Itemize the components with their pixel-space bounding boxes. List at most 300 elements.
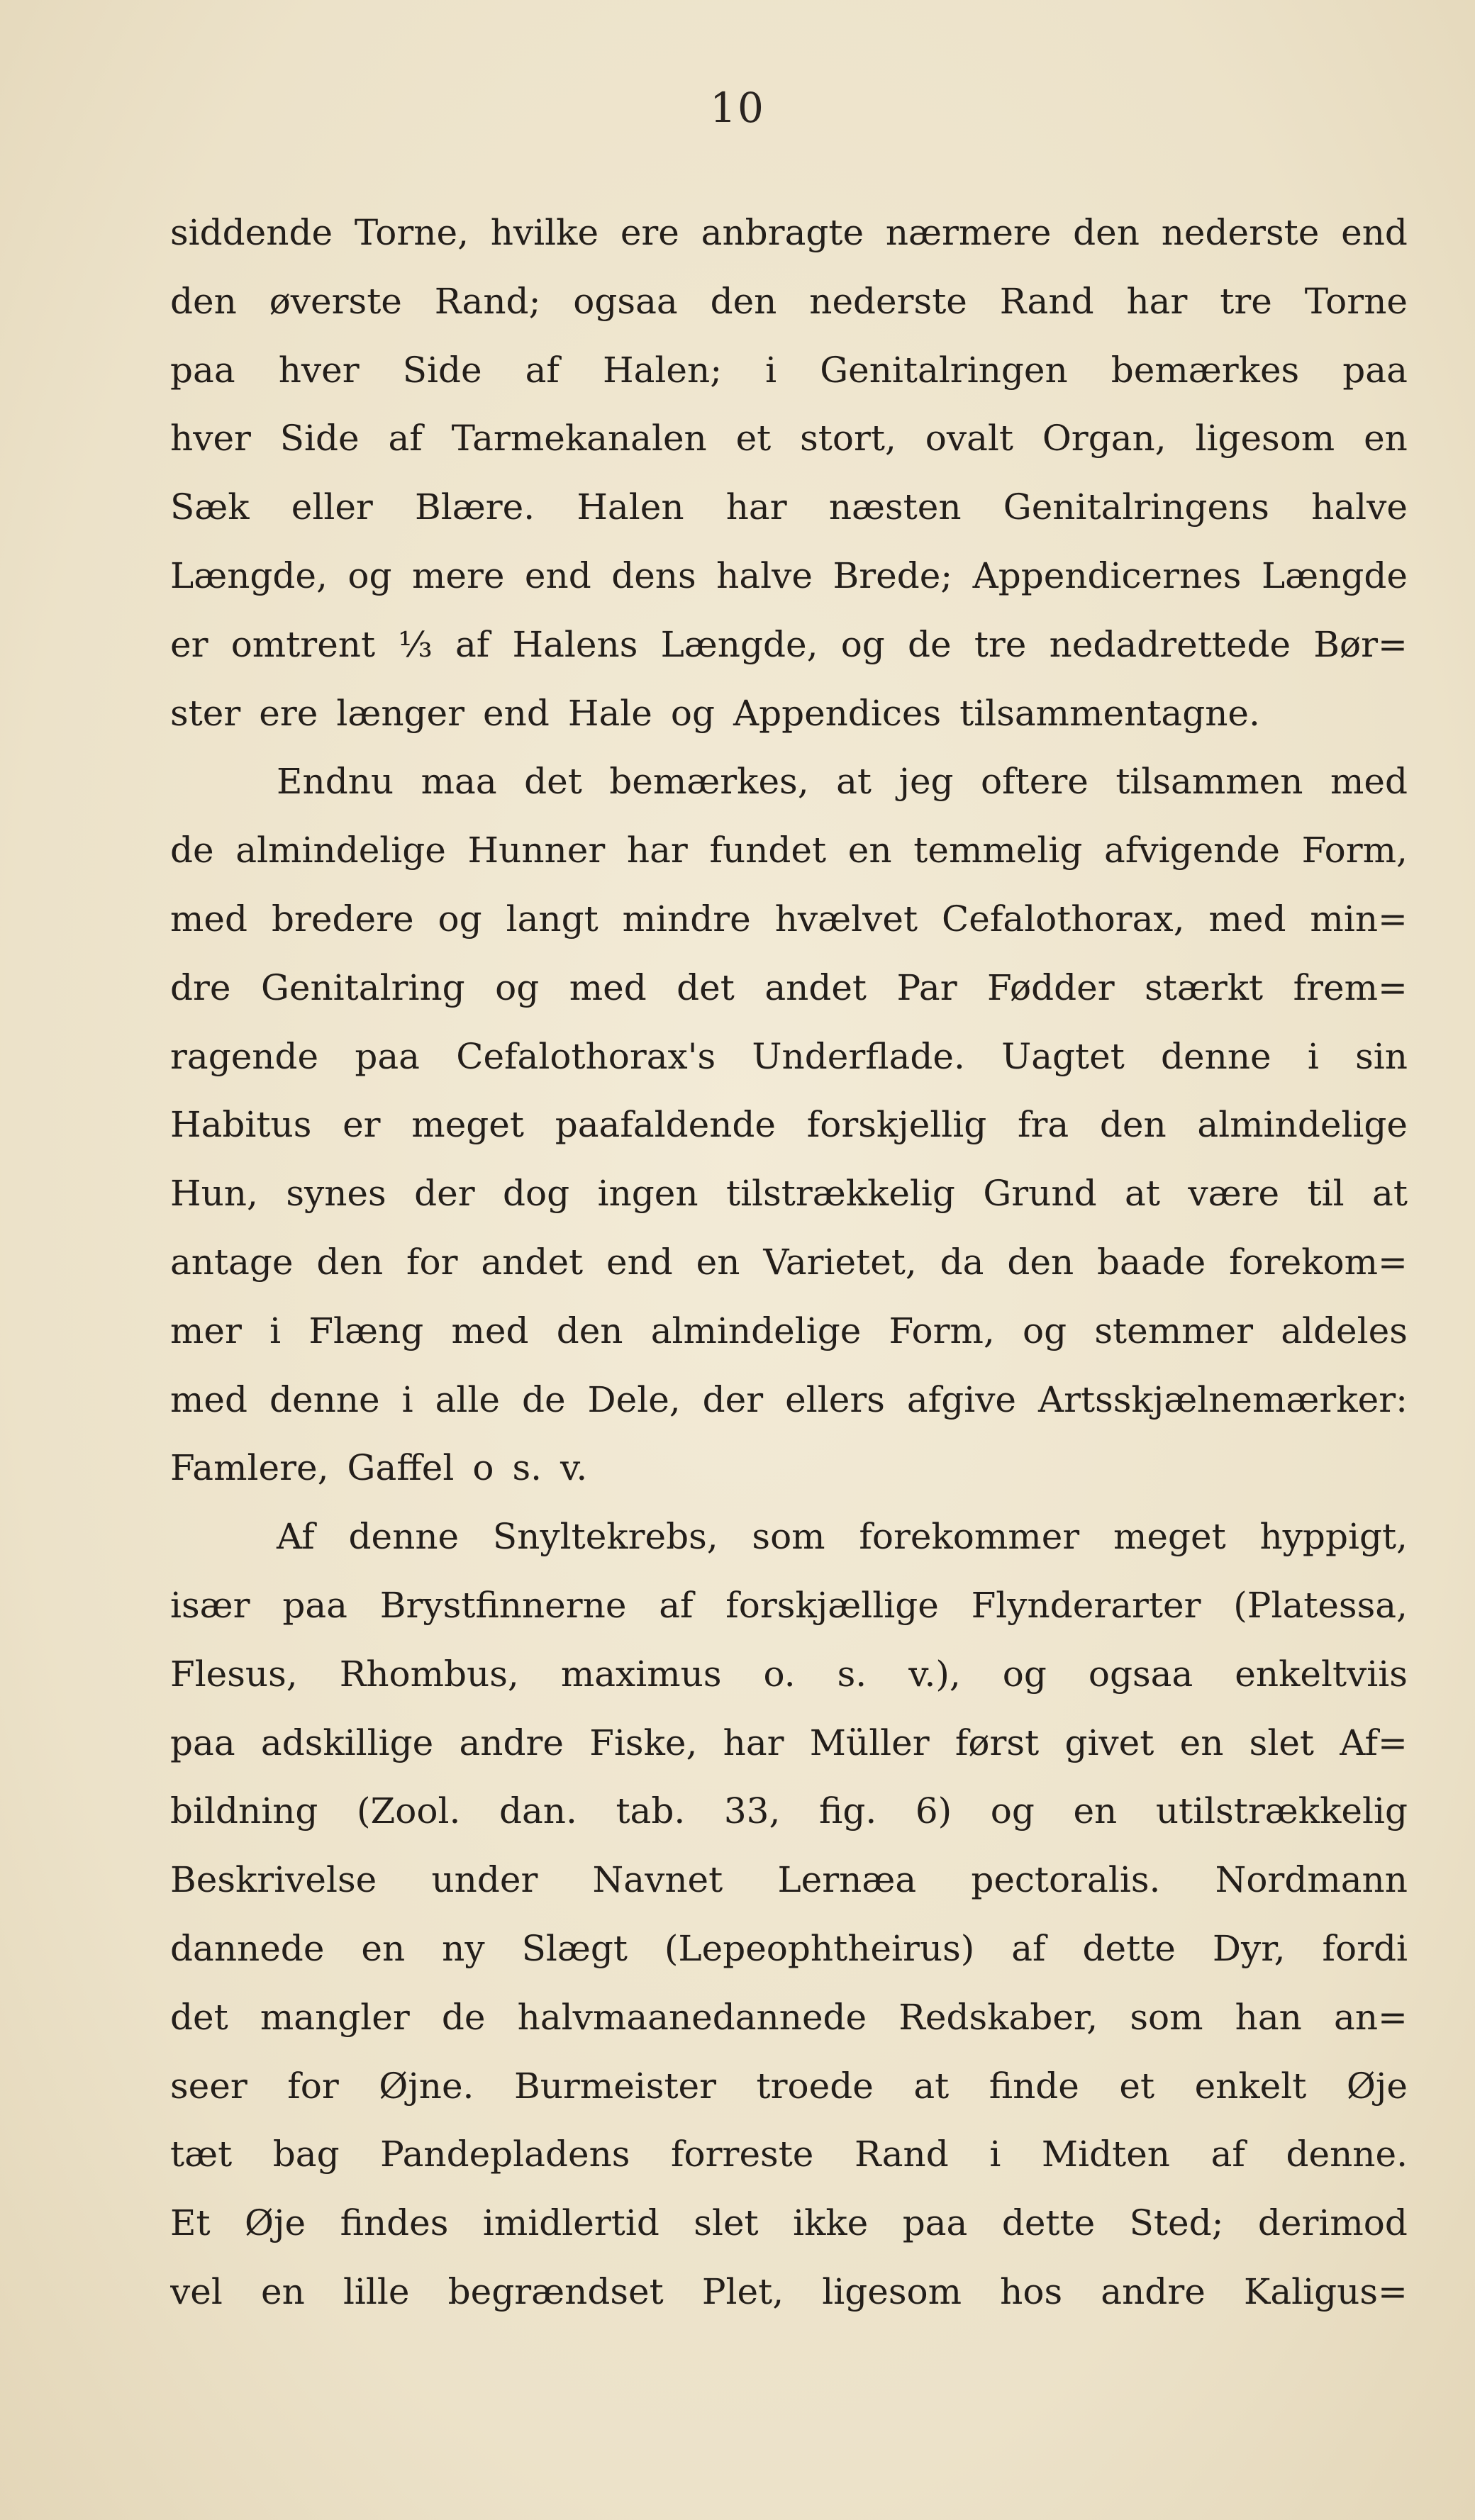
word: at bbox=[1125, 1173, 1160, 1215]
text-line bbox=[170, 2258, 1408, 2326]
word: er bbox=[343, 1104, 381, 1146]
word: den bbox=[1073, 212, 1140, 253]
word: adskillige bbox=[260, 1722, 434, 1763]
word: Varietet, bbox=[763, 1241, 917, 1283]
text-line bbox=[170, 1846, 1408, 1914]
word: bemærkes bbox=[1111, 349, 1300, 391]
word: især bbox=[170, 1584, 250, 1626]
word: den bbox=[1007, 1241, 1074, 1283]
word: afgive bbox=[906, 1378, 1017, 1420]
word: de bbox=[908, 623, 952, 665]
word: i bbox=[1307, 1035, 1319, 1077]
text-line bbox=[170, 267, 1408, 336]
word: ogsaa bbox=[573, 280, 678, 322]
word: 33, bbox=[723, 1790, 781, 1832]
word: for bbox=[287, 2065, 339, 2107]
text-line bbox=[170, 1022, 1408, 1091]
word: at bbox=[836, 761, 872, 803]
word: Af bbox=[277, 1516, 315, 1558]
word: og bbox=[438, 898, 482, 940]
word: andet bbox=[764, 966, 867, 1008]
word: frem= bbox=[1293, 966, 1408, 1008]
word: Øje bbox=[1346, 2065, 1408, 2107]
text-line bbox=[170, 954, 1408, 1022]
word: Midten bbox=[1041, 2134, 1171, 2175]
word: maa bbox=[421, 761, 497, 803]
word: bredere bbox=[271, 898, 414, 940]
word: imidlertid bbox=[482, 2202, 659, 2244]
word: Sted; bbox=[1129, 2202, 1224, 2244]
word: Længde bbox=[1261, 554, 1408, 596]
word: nærmere bbox=[885, 212, 1052, 253]
text-line bbox=[170, 404, 1408, 473]
word: paa bbox=[170, 349, 235, 391]
word: Navnet bbox=[592, 1859, 723, 1901]
word: Pandepladens bbox=[380, 2134, 630, 2175]
word: Sæk bbox=[170, 486, 250, 528]
word: det bbox=[524, 761, 582, 803]
word: forekom= bbox=[1229, 1241, 1408, 1283]
word: en bbox=[361, 1927, 406, 1969]
word: hvælvet bbox=[774, 898, 918, 940]
text-line bbox=[170, 2052, 1408, 2121]
word: bildning bbox=[170, 1790, 318, 1832]
word: for bbox=[406, 1241, 458, 1283]
word: Dele, bbox=[587, 1378, 681, 1420]
word: andre bbox=[459, 1722, 564, 1763]
word: med bbox=[451, 1310, 529, 1351]
word: ikke bbox=[793, 2202, 869, 2244]
word: Form, bbox=[1301, 830, 1408, 871]
text-line bbox=[170, 542, 1408, 611]
word: tilsammen bbox=[1115, 761, 1303, 803]
word: den bbox=[1099, 1104, 1167, 1146]
word: i bbox=[269, 1310, 282, 1351]
word: lille bbox=[343, 2270, 410, 2312]
word: Side bbox=[279, 418, 360, 459]
text-line bbox=[170, 199, 1408, 267]
word: Flynderarter bbox=[971, 1584, 1201, 1626]
word: Øje bbox=[245, 2202, 306, 2244]
word: Rand bbox=[999, 280, 1094, 322]
word: tæt bbox=[170, 2134, 233, 2175]
word: ster bbox=[170, 692, 241, 734]
word: ovalt bbox=[925, 418, 1013, 459]
word: meget bbox=[1113, 1516, 1226, 1558]
word: ingen bbox=[597, 1173, 698, 1215]
word: med bbox=[170, 898, 248, 940]
word: 6) bbox=[915, 1790, 952, 1832]
word: halve bbox=[1311, 486, 1408, 528]
word: Halen; bbox=[603, 349, 723, 391]
word: Genitalring bbox=[260, 966, 465, 1008]
text-line bbox=[170, 1571, 1408, 1640]
word: siddende bbox=[170, 212, 333, 253]
word: findes bbox=[340, 2202, 449, 2244]
word: Artsskjælnemærker: bbox=[1038, 1378, 1408, 1420]
text-line bbox=[170, 1297, 1408, 1366]
word: Øjne. bbox=[379, 2065, 474, 2107]
word: en bbox=[847, 830, 892, 871]
word: stort, bbox=[800, 418, 896, 459]
word: (Zool. bbox=[357, 1790, 461, 1832]
word: og bbox=[990, 1790, 1035, 1832]
word: hyppigt, bbox=[1259, 1516, 1408, 1558]
word: baade bbox=[1097, 1241, 1206, 1283]
word: af bbox=[525, 349, 560, 391]
word: o. bbox=[763, 1653, 796, 1695]
word: Et bbox=[170, 2202, 211, 2244]
word: dannede bbox=[170, 1927, 325, 1969]
word: næsten bbox=[828, 486, 962, 528]
word: Torne bbox=[1304, 280, 1408, 322]
word: bag bbox=[272, 2134, 340, 2175]
word: Rand bbox=[854, 2134, 949, 2175]
text-line bbox=[170, 1366, 1408, 1434]
word: længer bbox=[336, 692, 465, 734]
word: denne bbox=[348, 1516, 460, 1558]
word: paa bbox=[1342, 349, 1408, 391]
word: end bbox=[524, 554, 591, 596]
word: som bbox=[752, 1516, 825, 1558]
word: end bbox=[483, 692, 550, 734]
word: ⅓ bbox=[398, 623, 433, 665]
word: jeg bbox=[898, 761, 954, 803]
word: enkeltviis bbox=[1235, 1653, 1408, 1695]
word: nedadrettede bbox=[1049, 623, 1291, 665]
word: af bbox=[659, 1584, 694, 1626]
word: fordi bbox=[1322, 1927, 1408, 1969]
word: og bbox=[495, 966, 540, 1008]
word: ere bbox=[620, 212, 679, 253]
word: nederste bbox=[809, 280, 967, 322]
word: omtrent bbox=[230, 623, 376, 665]
page-number: 10 bbox=[710, 84, 765, 132]
word: vel bbox=[170, 2270, 223, 2312]
word: pectoralis. bbox=[971, 1859, 1161, 1901]
word: Hale bbox=[567, 692, 652, 734]
word: i bbox=[989, 2134, 1001, 2175]
word: dens bbox=[611, 554, 696, 596]
word: Par bbox=[896, 966, 957, 1008]
word: af bbox=[455, 623, 490, 665]
word: Habitus bbox=[170, 1104, 312, 1146]
word: ligesom bbox=[1195, 418, 1335, 459]
word: til bbox=[1307, 1173, 1345, 1215]
word: fra bbox=[1017, 1104, 1069, 1146]
word: ogsaa bbox=[1088, 1653, 1193, 1695]
word: Slægt bbox=[521, 1927, 628, 1969]
text-line bbox=[170, 1434, 1408, 1502]
word: Lernæa bbox=[777, 1859, 917, 1901]
word: (Lepeophtheirus) bbox=[664, 1927, 975, 1969]
word: anbragte bbox=[701, 212, 864, 253]
word: Halen bbox=[577, 486, 684, 528]
word: antage bbox=[170, 1241, 294, 1283]
text-line bbox=[170, 679, 1408, 748]
word: Af= bbox=[1340, 1722, 1408, 1763]
text-line bbox=[170, 2189, 1408, 2258]
word: Müller bbox=[809, 1722, 930, 1763]
word: end bbox=[606, 1241, 673, 1283]
word: o bbox=[472, 1447, 494, 1489]
word: ellers bbox=[785, 1378, 885, 1420]
text-line bbox=[170, 336, 1408, 405]
word: Endnu bbox=[277, 761, 394, 803]
word: en bbox=[1364, 418, 1408, 459]
word: Cefalothorax, bbox=[942, 898, 1185, 940]
word: forskjellig bbox=[806, 1104, 987, 1146]
word: som bbox=[1130, 1996, 1203, 2038]
word: nederste bbox=[1161, 212, 1320, 253]
word: an= bbox=[1334, 1996, 1408, 2038]
word: en bbox=[696, 1241, 740, 1283]
word: (Platessa, bbox=[1233, 1584, 1408, 1626]
word: den bbox=[170, 280, 237, 322]
word: afvigende bbox=[1104, 830, 1280, 871]
word: at bbox=[913, 2065, 950, 2107]
word: tab. bbox=[616, 1790, 686, 1832]
word: har bbox=[725, 486, 787, 528]
word: det bbox=[170, 1996, 228, 2038]
word: tre bbox=[974, 623, 1027, 665]
word: synes bbox=[286, 1173, 386, 1215]
word: hos bbox=[1000, 2270, 1063, 2312]
word: Brede; bbox=[833, 554, 953, 596]
word: Famlere, bbox=[170, 1447, 329, 1489]
word: troede bbox=[756, 2065, 874, 2107]
word: Hunner bbox=[467, 830, 606, 871]
word: Rhombus, bbox=[339, 1653, 519, 1695]
word: forekommer bbox=[859, 1516, 1080, 1558]
word: stærkt bbox=[1145, 966, 1264, 1008]
word: aldeles bbox=[1281, 1310, 1408, 1351]
word: finde bbox=[989, 2065, 1079, 2107]
word: mangler bbox=[260, 1996, 410, 2038]
text-line bbox=[170, 473, 1408, 542]
word: være bbox=[1188, 1173, 1280, 1215]
word: og bbox=[840, 623, 885, 665]
word: Tarmekanalen bbox=[451, 418, 707, 459]
word: halve bbox=[716, 554, 813, 596]
word: min= bbox=[1310, 898, 1408, 940]
word: halvmaanedannede bbox=[517, 1996, 867, 2038]
word: Dyr, bbox=[1212, 1927, 1286, 1969]
word: Torne, bbox=[354, 212, 469, 253]
word: Burmeister bbox=[513, 2065, 717, 2107]
text-line bbox=[170, 1709, 1408, 1778]
word: langt bbox=[506, 898, 599, 940]
word: almindelige bbox=[650, 1310, 862, 1351]
word: paa bbox=[170, 1722, 235, 1763]
word: Bør= bbox=[1313, 623, 1408, 665]
word: det bbox=[677, 966, 735, 1008]
word: Fiske, bbox=[589, 1722, 698, 1763]
word: fundet bbox=[709, 830, 827, 871]
text-line bbox=[170, 1983, 1408, 2052]
word: s. bbox=[512, 1447, 542, 1489]
word: ere bbox=[259, 692, 318, 734]
text-line bbox=[170, 885, 1408, 954]
word: Genitalringens bbox=[1003, 486, 1269, 528]
word: dog bbox=[503, 1173, 570, 1215]
text-line bbox=[170, 1640, 1408, 1709]
word: de bbox=[521, 1378, 566, 1420]
word: med bbox=[170, 1378, 248, 1420]
paragraph-start-line bbox=[170, 747, 1408, 816]
word: dette bbox=[1082, 1927, 1176, 1969]
word: og bbox=[1002, 1653, 1047, 1695]
word: af bbox=[1011, 1927, 1046, 1969]
word: den bbox=[710, 280, 777, 322]
word: ragende bbox=[170, 1035, 319, 1077]
word: mere bbox=[411, 554, 505, 596]
word: hver bbox=[278, 349, 360, 391]
word: et bbox=[1119, 2065, 1155, 2107]
word: og bbox=[347, 554, 392, 596]
word: fig. bbox=[818, 1790, 877, 1832]
text-line bbox=[170, 1091, 1408, 1159]
word: der bbox=[414, 1173, 475, 1215]
word: Form, bbox=[889, 1310, 995, 1351]
word: Beskrivelse bbox=[170, 1859, 377, 1901]
word: med bbox=[1208, 898, 1286, 940]
word: Hun, bbox=[170, 1173, 258, 1215]
word: almindelige bbox=[235, 830, 446, 871]
word: temmelig bbox=[913, 830, 1083, 871]
word: denne. bbox=[1286, 2134, 1408, 2175]
word: han bbox=[1235, 1996, 1302, 2038]
word: en bbox=[1179, 1722, 1224, 1763]
word: end bbox=[1341, 212, 1408, 253]
word: har bbox=[723, 1722, 784, 1763]
word: Flæng bbox=[308, 1310, 424, 1351]
word: Halens bbox=[512, 623, 638, 665]
word: sin bbox=[1355, 1035, 1408, 1077]
word: Brystfinnerne bbox=[379, 1584, 627, 1626]
text-line bbox=[170, 1228, 1408, 1297]
word: utilstrækkelig bbox=[1155, 1790, 1408, 1832]
word: med bbox=[1330, 761, 1408, 803]
word: har bbox=[626, 830, 688, 871]
word: af bbox=[388, 418, 423, 459]
word: tilsammentagne. bbox=[959, 692, 1260, 734]
word: der bbox=[702, 1378, 764, 1420]
word: har bbox=[1126, 280, 1188, 322]
word: s. bbox=[837, 1653, 867, 1695]
word: er bbox=[170, 623, 208, 665]
word: hvilke bbox=[490, 212, 599, 253]
word: enkelt bbox=[1194, 2065, 1307, 2107]
word: denne bbox=[269, 1378, 380, 1420]
word: tre bbox=[1220, 280, 1272, 322]
text-line bbox=[170, 1777, 1408, 1846]
word: givet bbox=[1064, 1722, 1154, 1763]
word: Appendicernes bbox=[972, 554, 1242, 596]
word: af bbox=[1210, 2134, 1245, 2175]
word: derimod bbox=[1257, 2202, 1408, 2244]
word: begrændset bbox=[447, 2270, 664, 2312]
word: Uagtet bbox=[1001, 1035, 1125, 1077]
word: forreste bbox=[671, 2134, 814, 2175]
word: Snyltekrebs, bbox=[492, 1516, 718, 1558]
word: en bbox=[260, 2270, 305, 2312]
word: Flesus, bbox=[170, 1653, 298, 1695]
word: Redskaber, bbox=[898, 1996, 1098, 2038]
word: Cefalothorax's bbox=[456, 1035, 716, 1077]
word: Plet, bbox=[701, 2270, 784, 2312]
word: Længde, bbox=[660, 623, 818, 665]
word: mindre bbox=[622, 898, 751, 940]
word: forskjællige bbox=[725, 1584, 939, 1626]
word: og bbox=[670, 692, 715, 734]
word: Længde, bbox=[170, 554, 328, 596]
word: den bbox=[316, 1241, 384, 1283]
word: meget bbox=[411, 1104, 524, 1146]
word: bemærkes, bbox=[609, 761, 809, 803]
word: i bbox=[765, 349, 777, 391]
word: paafaldende bbox=[555, 1104, 777, 1146]
body-text bbox=[170, 199, 1408, 2326]
word: Rand; bbox=[434, 280, 541, 322]
word: slet bbox=[694, 2202, 759, 2244]
word: v. bbox=[560, 1447, 588, 1489]
word: stemmer bbox=[1094, 1310, 1254, 1351]
word: en bbox=[1073, 1790, 1118, 1832]
word: i bbox=[401, 1378, 413, 1420]
word: slet bbox=[1249, 1722, 1315, 1763]
word: andet bbox=[481, 1241, 584, 1283]
word: v.), bbox=[908, 1653, 961, 1695]
word: oftere bbox=[981, 761, 1089, 803]
word: ligesom bbox=[822, 2270, 962, 2312]
word: dette bbox=[1001, 2202, 1096, 2244]
text-line bbox=[170, 816, 1408, 885]
word: paa bbox=[902, 2202, 968, 2244]
word: Blære. bbox=[415, 486, 535, 528]
word: andre bbox=[1101, 2270, 1206, 2312]
word: Grund bbox=[983, 1173, 1097, 1215]
word: Organ, bbox=[1042, 418, 1167, 459]
word: tilstrækkelig bbox=[726, 1173, 955, 1215]
word: Fødder bbox=[987, 966, 1115, 1008]
word: Side bbox=[402, 349, 482, 391]
word: denne bbox=[1161, 1035, 1271, 1077]
word: dre bbox=[170, 966, 231, 1008]
word: Underflade. bbox=[752, 1035, 965, 1077]
text-line bbox=[170, 1914, 1408, 1983]
word: almindelige bbox=[1197, 1104, 1408, 1146]
word: ny bbox=[442, 1927, 485, 1969]
word: først bbox=[954, 1722, 1040, 1763]
text-line bbox=[170, 611, 1408, 679]
word: alle bbox=[435, 1378, 500, 1420]
text-line bbox=[170, 1159, 1408, 1228]
word: Genitalringen bbox=[820, 349, 1068, 391]
word: eller bbox=[291, 486, 373, 528]
word: mer bbox=[170, 1310, 242, 1351]
word: Kaligus= bbox=[1243, 2270, 1408, 2312]
word: paa bbox=[282, 1584, 347, 1626]
word: under bbox=[431, 1859, 538, 1901]
word: hver bbox=[170, 418, 251, 459]
word: og bbox=[1023, 1310, 1067, 1351]
word: de bbox=[170, 830, 214, 871]
word: da bbox=[940, 1241, 984, 1283]
word: de bbox=[441, 1996, 486, 2038]
word: at bbox=[1372, 1173, 1408, 1215]
paragraph-start-line bbox=[170, 1502, 1408, 1571]
